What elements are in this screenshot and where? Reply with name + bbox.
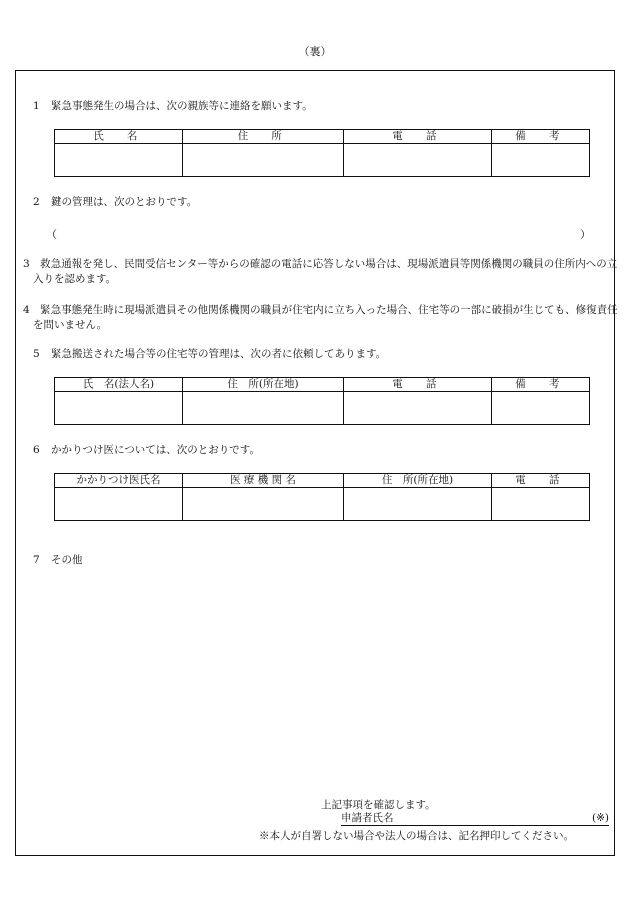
key-close-paren: ）: [580, 228, 591, 241]
item-7-text: その他: [51, 554, 83, 566]
signature-note: ※本人が自署しない場合や法人の場合は、記名押印してください。: [259, 830, 574, 842]
header-doctor-name: かかりつけ医氏名: [55, 474, 183, 488]
item-6: [33, 443, 603, 458]
caretaker-name-cell[interactable]: [55, 392, 183, 425]
header-address-location: 住 所(所在地): [344, 474, 492, 488]
caretaker-address-cell[interactable]: [183, 392, 344, 425]
item-4: 4 緊急事態発生時に現場派遣員その他関係機関の職員が住宅内に立ち入った場合、住宅等の一部に破損が生じても、修復責任を問いません。: [23, 304, 618, 331]
doctor-table: [54, 473, 590, 521]
item-3: 3 救急通報を発し、民間受信センター等からの確認の電話に応答しない場合は、現場派遣員等関係機関の職員の住所内への立入りを認めます。: [23, 258, 618, 285]
caretaker-table: [54, 377, 590, 425]
header-remarks: 備 考: [492, 130, 590, 144]
item-6-text: かかりつけ医については、次のとおりです。: [51, 444, 260, 456]
caretaker-phone-cell[interactable]: [344, 392, 492, 425]
relative-remarks-cell[interactable]: [492, 144, 590, 177]
institution-phone-cell[interactable]: [492, 488, 590, 521]
relatives-table: [54, 129, 590, 177]
item-1-text: 緊急事態発生の場合は、次の親族等に連絡を願います。: [51, 100, 313, 112]
item-5-text: 緊急搬送された場合等の住宅等の管理は、次の者に依頼してあります。: [51, 348, 387, 360]
header-remarks: 備 考: [492, 378, 590, 392]
header-phone: 電 話: [344, 378, 492, 392]
item-6-number: 6: [33, 444, 40, 456]
relative-name-cell[interactable]: [55, 144, 183, 177]
header-name-corporate: 氏 名(法人名): [55, 378, 183, 392]
institution-address-cell[interactable]: [344, 488, 492, 521]
header-phone: 電 話: [492, 474, 590, 488]
applicant-signature-line[interactable]: [341, 812, 609, 826]
form-frame: [15, 70, 618, 856]
page-heading: （裏）: [298, 45, 332, 58]
header-name: 氏 名: [55, 130, 183, 144]
relative-address-cell[interactable]: [183, 144, 344, 177]
item-2-number: 2: [33, 196, 40, 208]
key-management-line[interactable]: [46, 226, 591, 242]
item-2: [33, 195, 603, 210]
applicant-name-label: 申請者氏名: [341, 812, 394, 824]
confirmation-text: 上記事項を確認します。: [321, 799, 436, 811]
key-open-paren: （: [46, 228, 57, 241]
seal-mark: (※): [592, 812, 609, 824]
item-1-number: 1: [33, 100, 40, 112]
item-7: [33, 553, 603, 568]
institution-name-cell[interactable]: [183, 488, 344, 521]
doctor-name-cell[interactable]: [55, 488, 183, 521]
item-5-number: 5: [33, 348, 40, 360]
item-1: [33, 99, 603, 114]
header-institution-name: 医 療 機 関 名: [183, 474, 344, 488]
relative-phone-cell[interactable]: [344, 144, 492, 177]
item-7-number: 7: [33, 554, 40, 566]
item-5: [33, 347, 603, 362]
caretaker-remarks-cell[interactable]: [492, 392, 590, 425]
header-phone: 電 話: [344, 130, 492, 144]
header-address: 住 所: [183, 130, 344, 144]
item-2-text: 鍵の管理は、次のとおりです。: [51, 196, 198, 208]
header-address-location: 住 所(所在地): [183, 378, 344, 392]
